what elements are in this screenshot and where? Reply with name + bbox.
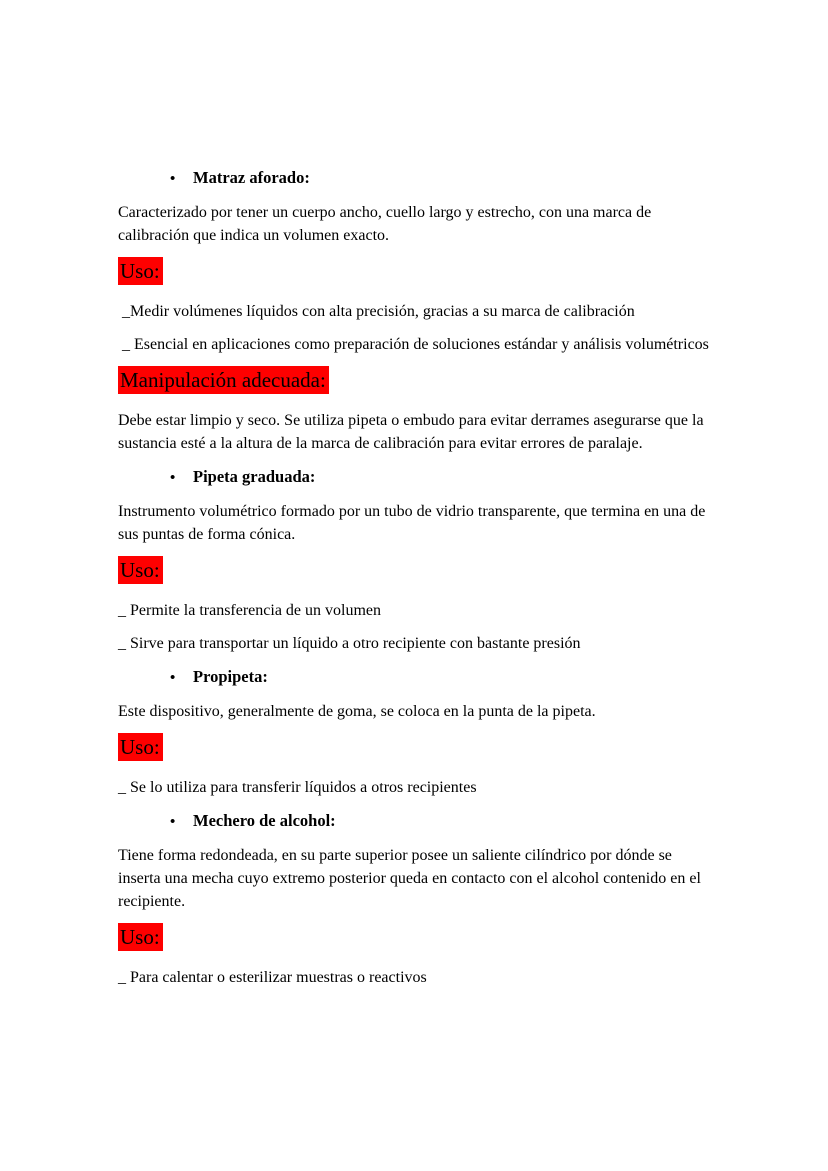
bullet-item: [118, 166, 710, 191]
highlighted-heading: Uso:: [118, 556, 163, 584]
bullet-icon: •: [170, 470, 176, 486]
highlight-line: [118, 733, 710, 764]
highlighted-heading: Manipulación adecuada:: [118, 366, 329, 394]
highlight-line: [118, 923, 710, 954]
paragraph: Caracterizado por tener un cuerpo ancho, cuello largo y estrecho, con una marca de calibración que indica un volumen exacto.: [118, 204, 656, 244]
bullet-heading: Matraz aforado:: [193, 168, 310, 187]
paragraph: _ Esencial en aplicaciones como preparación de soluciones estándar y análisis volumétricos: [118, 336, 709, 353]
paragraph: _ Permite la transferencia de un volumen: [118, 602, 382, 619]
paragraph: Instrumento volumétrico formado por un tubo de vidrio transparente, que termina en una de sus puntas de forma cónica.: [118, 503, 710, 543]
bullet-item: [118, 809, 710, 834]
highlight-line: [118, 257, 710, 288]
highlighted-heading: Uso:: [118, 923, 163, 951]
paragraph: _ Para calentar o esterilizar muestras o reactivos: [118, 969, 427, 986]
highlighted-heading: Uso:: [118, 733, 163, 761]
highlight-line: [118, 366, 710, 397]
paragraph: _ Se lo utiliza para transferir líquidos a otros recipientes: [118, 779, 477, 796]
paragraph: Debe estar limpio y seco. Se utiliza pipeta o embudo para evitar derrames asegurarse que la sustancia esté a la altura de la marca de calibración para evitar errores de paralaje.: [118, 412, 708, 452]
highlighted-heading: Uso:: [118, 257, 163, 285]
bullet-icon: •: [170, 814, 176, 830]
paragraph: _ Sirve para transportar un líquido a otro recipiente con bastante presión: [118, 635, 581, 652]
bullet-item: [118, 665, 710, 690]
paragraph: _Medir volúmenes líquidos con alta precisión, gracias a su marca de calibración: [118, 303, 635, 320]
paragraph: Tiene forma redondeada, en su parte superior posee un saliente cilíndrico por dónde se inserta una mecha cuyo extremo posterior queda en contacto con el alcohol contenido en el recipiente.: [118, 847, 705, 910]
bullet-item: [118, 465, 710, 490]
bullet-icon: •: [170, 171, 176, 187]
highlight-line: [118, 556, 710, 587]
bullet-heading: Mechero de alcohol:: [193, 811, 336, 830]
bullet-icon: •: [170, 670, 176, 686]
bullet-heading: Pipeta graduada:: [193, 467, 316, 486]
paragraph: Este dispositivo, generalmente de goma, se coloca en la punta de la pipeta.: [118, 703, 596, 720]
bullet-heading: Propipeta:: [193, 667, 268, 686]
